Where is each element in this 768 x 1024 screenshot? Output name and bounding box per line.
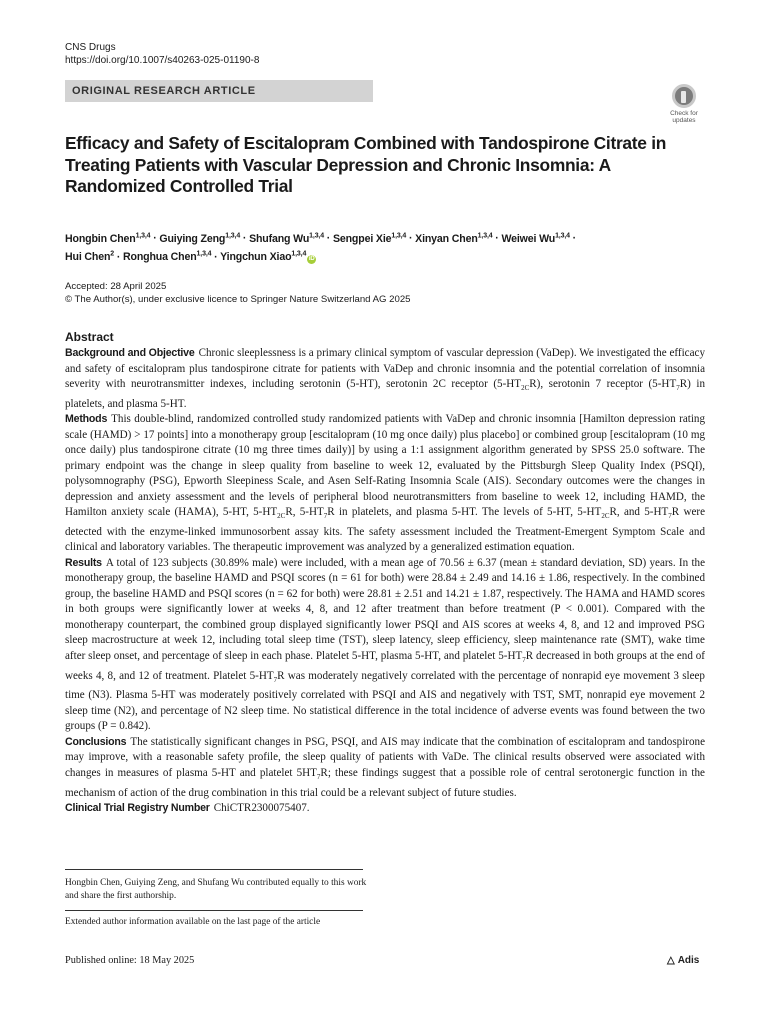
author-affiliation: 2 xyxy=(110,250,115,258)
footnote-divider xyxy=(65,910,363,911)
author-name[interactable]: Ronghua Chen$^{1,3,4}$ xyxy=(123,250,212,264)
abstract-conclusions: Conclusions The statistically significant changes in PSG, PSQI, and AIS may indicate that the combination of escitalopram and tandospirone may improve, with a reasonable safety profile, the sleep quality of patients with VaDe. The clinical results observed were associated with changes in measures of plasma 5-HT and platelet $5HT_7R$; these findings suggest that a possible role of central serotonergic function in the mechanism of action of the drug combination in this trial could be a relevant subject of future studies. xyxy=(65,735,705,799)
check-updates-line2: updates xyxy=(672,117,696,124)
abstract-heading: Abstract xyxy=(65,330,114,344)
copyright-notice: © The Author(s), under exclusive licence to Springer Nature Switzerland AG 2025 xyxy=(65,294,411,305)
abstract-body xyxy=(65,346,705,817)
published-date: Published online: 18 May 2025 xyxy=(65,955,195,966)
author-name[interactable]: Hongbin Chen$^{1,3,4}$ xyxy=(65,232,151,245)
journal-header xyxy=(65,41,259,67)
article-type-banner: ORIGINAL RESEARCH ARTICLE xyxy=(65,80,373,102)
results-label: Results xyxy=(65,556,102,569)
author-name[interactable]: Yingchun Xiao$^{1,3,4}$ xyxy=(220,250,307,264)
registry-label: Clinical Trial Registry Number xyxy=(65,802,210,815)
author-name[interactable]: Shufang Wu$^{1,3,4}$ xyxy=(249,232,324,245)
check-for-updates-icon xyxy=(672,84,696,108)
registry-number[interactable]: ChiCTR2300075407. xyxy=(213,802,310,815)
extended-info-footnote: Extended author information available on the last page of the article xyxy=(65,917,321,927)
conclusions-label: Conclusions xyxy=(65,735,127,748)
journal-name: CNS Drugs xyxy=(65,42,116,53)
adis-triangle-icon: △ xyxy=(667,955,675,966)
author-affiliation: 1,3,4 xyxy=(225,232,241,239)
author-list: Hongbin Chen$^{1,3,4}$ · Guiying Zeng$^{1,3,4}$ · Shufang Wu$^{1,3,4}$ · Sengpei Xie$^{1,3,4}$ · Xinyan Chen$^{1,3,4}$ · Weiwei Wu$^{1,3,4}$ · Hui Chen$^2$ · Ronghua Chen$^{1,3,4}$ · Yingchun Xiao$^{1,3,4}$iD xyxy=(65,232,577,264)
background-label: Background and Objective xyxy=(65,347,195,359)
author-affiliation: 1,3,4 xyxy=(196,250,212,258)
author-affiliation: 1,3,4 xyxy=(555,232,570,239)
abstract-results: Results A total of 123 subjects (30.89% male) were included, with a mean age of 70.56 ± 6.37 (mean ± standard deviation, SD) years. In the monotherapy group, the baseline HAMD and PSQI scores (n = 61 for both) were 28.84 ± 2.49 and 14.16 ± 1.86, respectively. In the combined group, the baseline HAMD and PSQI scores (n = 62 for both) were 28.81 ± 2.51 and 14.21 ± 1.87, respectively. The HAMA and HAMD scores in both groups were significantly lower at weeks 4, 8, and 12 after treatment than before treatment (P < 0.001). Compared with the monotherapy counterpart, the combined group displayed significantly lower PSQI and AIS scores at weeks 4, 8, and 12 and improved PSG sleep macrostructure at week 12, including total sleep time (TST), sleep latency, sleep efficiency, sleep maintenance rate (SMT), wake time after sleep onset, and percentage of sleep in each phase. Platelet 5-HT, plasma 5-HT, and platelet $5-HT_7R$ decreased in both groups at the end of weeks 4, 8, and 12 of treatment. Platelet $5-HT_7R$ was moderately negatively correlated with the percentage of nonrapid eye movement 3 sleep time (N3). Plasma 5-HT was moderately positively correlated with PSQI and AIS and negatively with TST, SMT, nonrapid eye movement 2 sleep time (N2), and percentage of N2 sleep time. No statistical difference in the total incidence of adverse events was found between the two groups (P = 0.842). xyxy=(65,556,705,733)
abstract-methods: Methods This double-blind, randomized controlled study randomized patients with VaDep and chronic insomnia [Hamilton depression rating scale (HAMD) > 17 points] into a monotherapy group [escitalopram (10 mg once daily) plus placebo] or combined group [escitalopram (10 mg once daily) plus tandospirone citrate (10 mg three times daily)] by using a 1:1 assignment algorithm generated by SPSS 25.0 software. The primary endpoint was the change in sleep quality from baseline to week 12, evaluated by the Pittsburgh Sleep Quality Index (PSQI), polysomnography (PSG), Epworth Sleepiness Scale, and Asen Self-Rating Insomnia Scale (AIS). Secondary outcomes were the changes in depression and anxiety assessment and the levels of peripheral blood neurotransmitters from baseline to week 12, including HAMD, the Hamilton anxiety scale (HAMA), 5-HT, $5-HT_{2C}R$, $5-HT_7R$ in platelets, and plasma 5-HT. The levels of 5-HT, $5-HT_{2C}R$, and $5-HT_7R$ were detected with the enzyme-linked immunosorbent assay kits. The safety assessment included the Treatment-Emergent Symptom Scale and clinical and laboratory variables. The therapeutic improvement was analyzed by a generalized estimation equation. xyxy=(65,413,706,554)
author-affiliation: 1,3,4 xyxy=(477,232,493,239)
author-affiliation: 1,3,4 xyxy=(391,232,407,239)
author-name[interactable]: Sengpei Xie$^{1,3,4}$ xyxy=(332,232,407,245)
author-name[interactable]: Guiying Zeng$^{1,3,4}$ xyxy=(159,232,241,245)
accepted-date: Accepted: 28 April 2025 xyxy=(65,281,167,292)
article-dates xyxy=(65,280,411,306)
methods-label: Methods xyxy=(65,413,108,426)
author-affiliation: 1,3,4 xyxy=(309,232,324,239)
doi-link[interactable]: https://doi.org/10.1007/s40263-025-01190-8 xyxy=(65,55,260,66)
footnote-divider xyxy=(65,869,363,870)
equal-contribution-footnote: Hongbin Chen, Guiying Zeng, and Shufang Wu contributed equally to this work and share the first authorship. xyxy=(65,878,367,901)
author-name[interactable]: Hui Chen$^2$ xyxy=(65,250,115,264)
check-for-updates-button[interactable] xyxy=(664,84,704,124)
abstract-background: Background and Objective Chronic sleeplessness is a primary clinical symptom of vascular depression (VaDep). We investigated the efficacy and safety of escitalopram plus tandospirone citrate for patients with VaDep and chronic insomnia and the potential correlation of insomnia severity with neurotransmitter indexes, including serotonin (5-HT), serotonin 2C receptor $(5-HT_{2C}R)$, serotonin 7 receptor $(5-HT_7R)$ in platelets, and plasma 5-HT. xyxy=(65,347,706,410)
check-updates-line1: Check for xyxy=(670,110,698,117)
author-affiliation: 1,3,4 xyxy=(135,232,151,239)
author-name[interactable]: Xinyan Chen$^{1,3,4}$ xyxy=(415,232,493,245)
article-title: Efficacy and Safety of Escitalopram Combined with Tandospirone Citrate in Treating Patients with Vascular Depression and Chronic Insomnia: A Randomized Controlled Trial xyxy=(65,133,667,196)
author-name[interactable]: Weiwei Wu$^{1,3,4}$ xyxy=(501,232,570,245)
abstract-registry xyxy=(65,801,705,817)
orcid-icon[interactable]: iD xyxy=(308,256,315,263)
publisher-logo: △ Adis xyxy=(667,955,700,966)
author-affiliation: 1,3,4 xyxy=(291,250,307,258)
